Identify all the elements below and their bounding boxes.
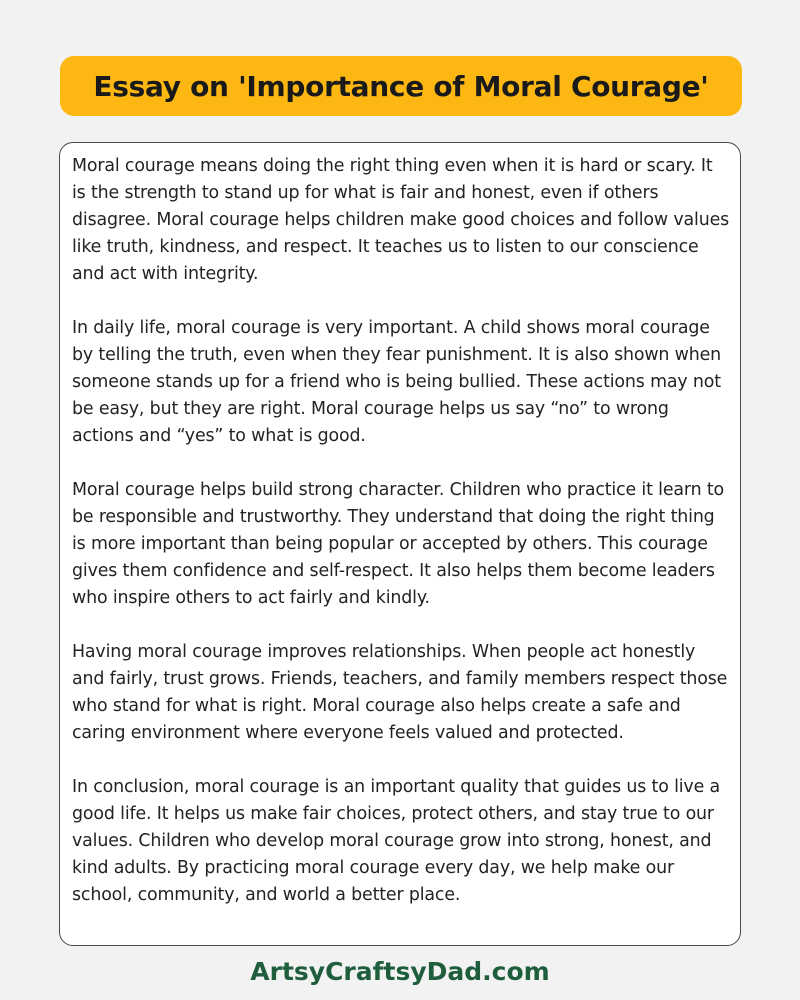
footer-brand: ArtsyCraftsyDad.com [250, 957, 550, 986]
essay-paragraph-5: In conclusion, moral courage is an important quality that guides us to live a good life. It helps us make fair choices, protect others, and stay true to our values. Children who develop moral courage grow into strong, honest, and kind adults. By practicing moral courage every day, we help make our school, community, and world a better place. [72, 777, 721, 905]
essay-paragraph-4: Having moral courage improves relationships. When people act honestly and fairly, trust grows. Friends, teachers, and family members respect those who stand for what is right. Moral courage also helps create a safe and caring environment where everyone feels valued and protected. [72, 642, 728, 743]
essay-box [59, 142, 741, 946]
essay-paragraph-1: Moral courage means doing the right thing even when it is hard or scary. It is the strength to stand up for what is fair and honest, even if others disagree. Moral courage helps children make good choices and follow values like truth, kindness, and respect. It teaches us to listen to our conscience and act with integrity. [72, 156, 730, 284]
title-banner [60, 56, 742, 116]
essay-paragraph-2: In daily life, moral courage is very important. A child shows moral courage by telling the truth, even when they fear punishment. It is also shown when someone stands up for a friend who is being bullied. These actions may not be easy, but they are right. Moral courage helps us say “no” to wrong actions and “yes” to what is good. [72, 318, 722, 446]
page-title: Essay on 'Importance of Moral Courage' [93, 69, 709, 103]
essay-paragraph-3: Moral courage helps build strong character. Children who practice it learn to be responsible and trustworthy. They understand that doing the right thing is more important than being popular or accepted by others. This courage gives them confidence and self-respect. It also helps them become leaders who inspire others to act fairly and kindly. [72, 480, 725, 608]
